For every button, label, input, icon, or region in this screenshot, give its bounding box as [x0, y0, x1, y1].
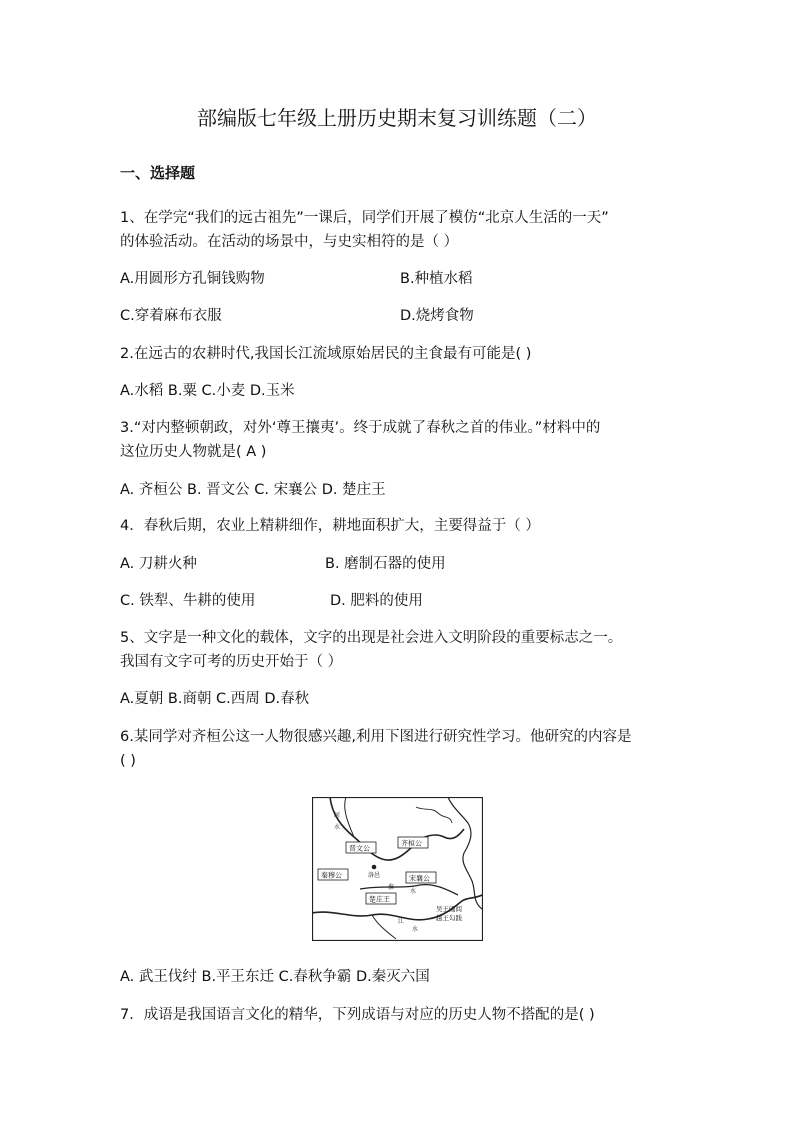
question-1-option-a: A.用圆形方孔铜钱购物 [120, 271, 265, 287]
question-1-option-b: B.种植水稻 [400, 271, 473, 287]
map-label-jiang-2: 水 [412, 926, 419, 933]
map-label-wu: 吴王阖闾 [436, 905, 462, 913]
question-1-text: 1、在学完“我们的远古祖先”一课后，同学们开展了模仿“北京人生活的一天” [120, 210, 609, 226]
section-heading: 一、选择题 [120, 164, 196, 182]
question-5-options: A.夏朝 B.商朝 C.西周 D.春秋 [120, 691, 310, 707]
question-1-option-d: D.烧烤食物 [400, 308, 474, 324]
question-4-option-b: B. 磨制石器的使用 [325, 556, 446, 572]
map-label-song: 宋襄公 [409, 874, 430, 883]
question-3-options: A. 齐桓公 B. 晋文公 C. 宋襄公 D. 楚庄王 [120, 482, 386, 498]
question-2-text: 2.在远古的农耕时代,我国长江流域原始居民的主食最有可能是( ) [120, 346, 532, 362]
question-4-option-d: D. 肥料的使用 [330, 593, 423, 609]
map-label-qin: 秦穆公 [321, 871, 342, 880]
map-label-huai-1: 淮 [388, 884, 395, 891]
question-4-option-c: C. 铁犁、牛耕的使用 [120, 593, 256, 609]
question-6-text: 6.某同学对齐桓公这一人物很感兴趣,利用下图进行研究性学习。他研究的内容是 [120, 729, 632, 745]
question-1-option-c: C.穿着麻布衣服 [120, 308, 222, 324]
page-title: 部编版七年级上册历史期末复习训练题（二） [197, 106, 597, 130]
map-label-huai-2: 水 [410, 888, 417, 895]
map-label-yue: 越王勾践 [436, 914, 462, 922]
question-5-text-cont: 我国有文字可考的历史开始于（ ） [120, 654, 343, 670]
question-2-options: A.水稻 B.粟 C.小麦 D.玉米 [120, 383, 295, 399]
question-7-text: 7．成语是我国语言文化的精华，下列成语与对应的历史人物不搭配的是( ) [120, 1007, 595, 1023]
question-1-text-cont: 的体验活动。在活动的场景中，与史实相符的是（ ） [120, 234, 459, 250]
question-4-option-a: A. 刀耕火种 [120, 556, 197, 572]
question-4-text: 4．春秋后期，农业上精耕细作，耕地面积扩大，主要得益于（ ） [120, 518, 540, 534]
map-label-jiang-1: 江 [398, 918, 405, 925]
question-3-text-cont: 这位历史人物就是( A ) [120, 444, 267, 460]
map-label-luoyi: 洛邑 [368, 872, 381, 879]
map-label-he-1: 河 [334, 812, 341, 819]
question-3-text: 3.“对内整顿朝政，对外‘尊王攘夷’。终于成就了春秋之首的伟业。”材料中的 [120, 420, 601, 436]
map-label-jin: 晋文公 [349, 844, 370, 853]
question-6-options: A. 武王伐纣 B.平王东迁 C.春秋争霸 D.秦灭六国 [120, 969, 430, 985]
map-label-chu: 楚庄王 [369, 895, 390, 904]
question-6-text-cont: ( ) [120, 753, 136, 769]
spring-autumn-hegemony-map [312, 797, 483, 941]
question-5-text: 5、文字是一种文化的载体，文字的出现是社会进入文明阶段的重要标志之一。 [120, 630, 623, 646]
map-label-qi: 齐桓公 [401, 839, 422, 848]
map-label-he-2: 水 [334, 824, 341, 831]
